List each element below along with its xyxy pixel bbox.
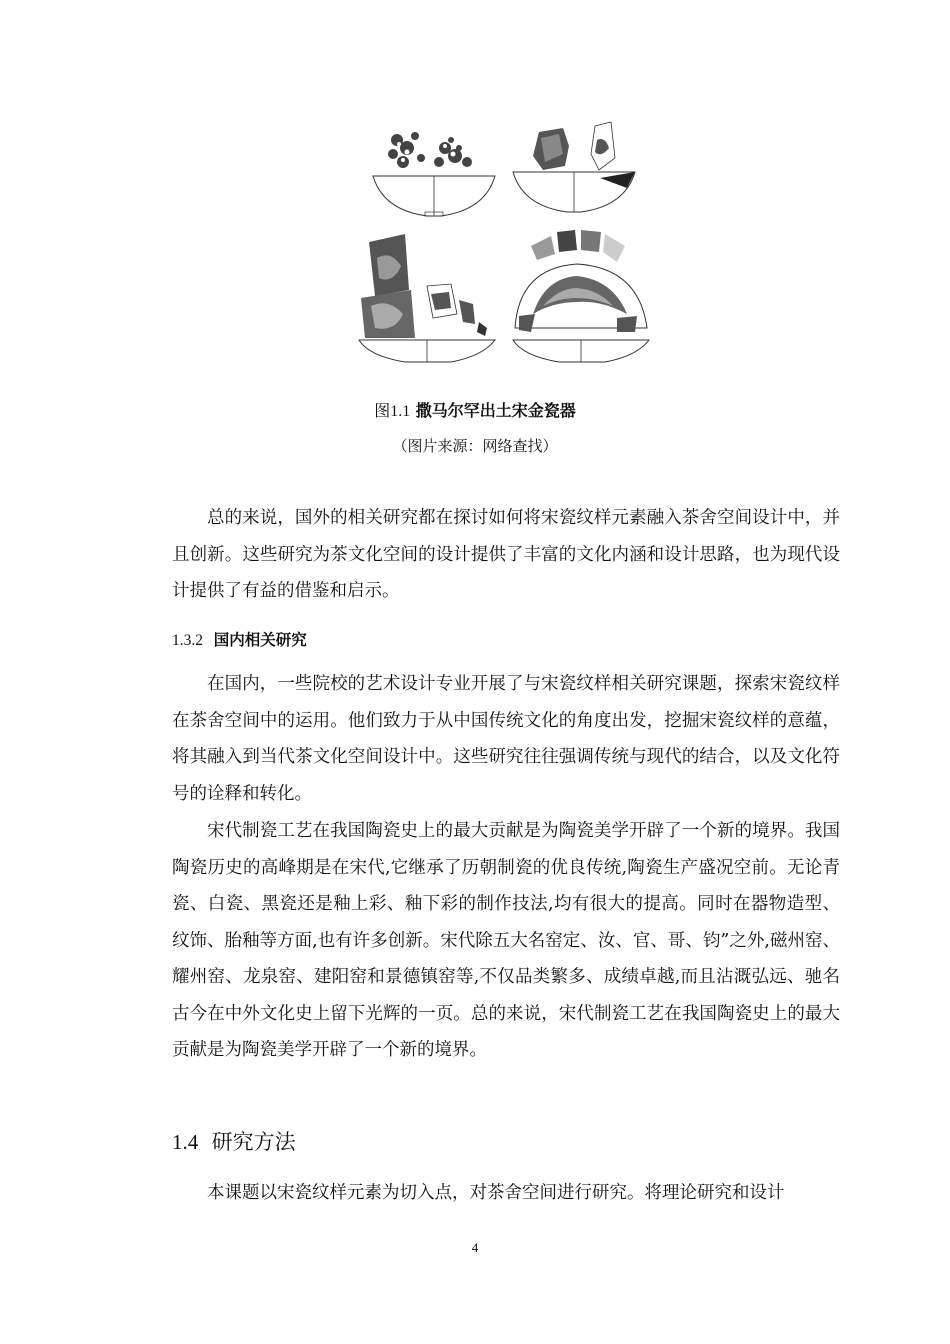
bowl-drawing-3 <box>359 234 495 362</box>
subsection-number: 1.3.2 <box>172 632 203 649</box>
section-title: 研究方法 <box>211 1130 296 1154</box>
section-number: 1.4 <box>172 1130 199 1154</box>
paragraph-3: 宋代制瓷工艺在我国陶瓷史上的最大贡献是为陶瓷美学开辟了一个新的境界。我国陶瓷历史的高峰期是在宋代,它继承了历朝制瓷的优良传统,陶瓷生产盛况空前。无论青瓷、白瓷、黑瓷还是釉上彩、釉下彩的制作技法,均有很大的提高。同时在器物造型、纹饰、胎釉等方面,也有许多创新。宋代除五大名窑定、汝、官、哥、钧”之外,磁州窑、耀州窑、龙泉窑、建阳窑和景德镇窑等,不仅品类繁多、成绩卓越,而且沾溉弘远、驰名古今在中外文化史上留下光辉的一页。总的来说，宋代制瓷工艺在我国陶瓷史上的最大贡献是为陶瓷美学开辟了一个新的境界。 <box>172 821 840 1060</box>
figure-caption-title <box>0 398 950 421</box>
figure-title: 撒马尔罕出土宋金瓷器 <box>415 401 576 420</box>
section-heading <box>172 1126 296 1156</box>
paragraph-4: 本课题以宋瓷纹样元素为切入点，对茶舍空间进行研究。将理论研究和设计 <box>207 1183 785 1203</box>
bowl-drawing-4 <box>513 230 649 362</box>
paragraph-1: 总的来说，国外的相关研究都在探讨如何将宋瓷纹样元素融入茶舍空间设计中，并且创新。这些研究为茶文化空间的设计提供了丰富的文化内涵和设计思路，也为现代设计提供了有益的借鉴和启示。 <box>172 508 840 601</box>
page-number: 4 <box>471 1240 479 1255</box>
bowl-drawing-1 <box>373 132 495 216</box>
figure-label: 图1.1 <box>374 403 411 420</box>
subsection-heading <box>172 628 307 650</box>
bowl-drawing-2 <box>513 122 635 212</box>
figure-caption-source: （图片来源：网络查找） <box>392 437 558 455</box>
figure-ceramics <box>355 118 655 370</box>
paragraph-2: 在国内，一些院校的艺术设计专业开展了与宋瓷纹样相关研究课题，探索宋瓷纹样在茶舍空间中的运用。他们致力于从中国传统文化的角度出发，挖掘宋瓷纹样的意蕴，将其融入到当代茶文化空间设计中。这些研究往往强调传统与现代的结合，以及文化符号的诠释和转化。 <box>172 674 840 804</box>
subsection-title: 国内相关研究 <box>213 631 307 649</box>
